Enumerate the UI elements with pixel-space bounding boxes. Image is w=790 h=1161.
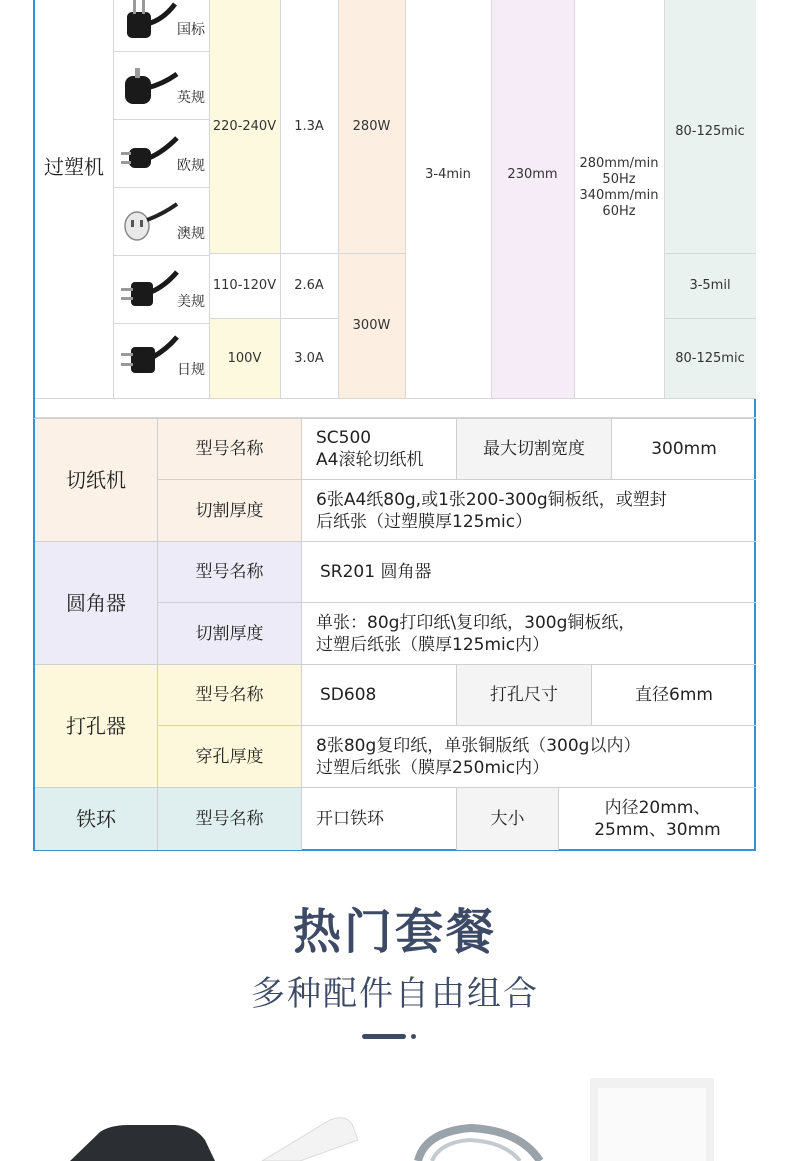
current-3: 3.0A [294,350,324,366]
ring-category: 铁环 [35,788,158,850]
plug-label: 澳规 [177,226,205,242]
laminator-product-image [70,1125,215,1161]
plug-jp [113,323,209,391]
cutter-thickness-value [302,480,756,542]
speed-2: 50Hz [602,172,636,187]
voltage-110: 110-120V [212,278,277,293]
divider-dash [362,1034,406,1039]
plug-uk [113,52,209,120]
power-280: 280W [352,119,391,134]
ring-size-value [559,788,756,850]
punch-size-label: 打孔尺寸 [457,665,592,726]
cutter-max-width-value: 300mm [612,419,756,480]
corner-category: 圆角器 [35,542,158,665]
hot-packages-title: 热门套餐 [292,904,497,960]
punch-thickness-line2: 过塑后纸张（膜厚250mic内） [316,757,550,778]
punch-thickness-line1: 8张80g复印纸，单张铜版纸（300g以内） [316,735,641,756]
ring-size-line1: 内径20mm、 [604,798,711,818]
current-2: 2.6A [294,278,324,293]
punch-size-value: 直径6mm [592,665,756,726]
plug-eu [113,120,209,188]
uk-plug-icon [119,58,179,118]
power-300: 300W [352,318,391,333]
punch-thickness-value [302,726,756,788]
us-plug-icon [119,262,179,322]
plug-label: 国标 [177,22,205,38]
accessories-spec-table [33,418,756,851]
speed-3: 340mm/min [579,188,659,203]
warmup-time: 3-4min [425,166,471,182]
cutter-model-value [302,419,457,480]
plug-cn [113,0,209,52]
paper-product-image [590,1078,714,1161]
punch-thickness-label: 穿孔厚度 [158,726,302,788]
cutter-thickness-label: 切割厚度 [158,480,302,542]
ring-size-line2: 25mm、30mm [594,820,721,840]
thickness-1: 80-125mic [675,124,745,139]
laminator-name: 过塑机 [44,154,104,179]
corner-model-value: SR201 圆角器 [302,542,756,603]
plug-label: 英规 [177,90,205,106]
ring-model-value: 开口铁环 [302,788,457,850]
ring-size-label: 大小 [457,788,559,850]
product-images [0,1070,790,1161]
cutter-model-label: 型号名称 [158,419,302,480]
plug-au [113,188,209,256]
cutter-model-line1: SC500 [316,428,372,448]
cutter-thickness-line1: 6张A4纸80g,或1张200-300g铜板纸，或塑封 [316,489,667,510]
plug-label: 欧规 [177,158,205,174]
ring-model-label: 型号名称 [158,788,302,850]
corner-thickness-line2: 过塑后纸张（膜厚125mic内） [316,634,550,655]
punch-model-value: SD608 [302,665,457,726]
speed-1: 280mm/min [579,156,659,171]
cutter-product-image [262,1118,358,1161]
punch-model-label: 型号名称 [158,665,302,726]
cutter-thickness-line2: 后纸张（过塑膜厚125mic） [316,511,533,532]
corner-model-label: 型号名称 [158,542,302,603]
hot-packages-subtitle: 多种配件自由组合 [251,974,539,1014]
voltage-220: 220-240V [212,119,277,134]
thickness-2: 3-5mil [689,278,731,293]
au-plug-icon [119,194,179,254]
cn-plug-icon [119,0,179,50]
punch-category: 打孔器 [35,665,158,788]
laminator-spec-table [33,0,756,418]
current-1: 1.3A [294,119,324,134]
divider-dot [411,1034,416,1039]
corner-thickness-value [302,603,756,665]
thickness-3: 80-125mic [675,350,745,366]
speed-4: 60Hz [602,204,636,219]
plug-label: 美规 [177,294,205,310]
laminate-speed [574,0,664,376]
cutter-category: 切纸机 [35,419,158,542]
cutter-max-width-label: 最大切割宽度 [457,419,612,480]
plug-us [113,256,209,324]
plug-label: 日规 [177,362,205,378]
laminate-width: 230mm [507,166,558,182]
cutter-model-line2: A4滚轮切纸机 [316,450,424,470]
corner-thickness-line1: 单张：80g打印纸\复印纸，300g铜板纸， [316,612,636,633]
ring-product-image [418,1128,540,1161]
corner-thickness-label: 切割厚度 [158,603,302,665]
voltage-100: 100V [227,350,262,366]
eu-plug-icon [119,126,179,186]
jp-plug-icon [119,329,179,389]
